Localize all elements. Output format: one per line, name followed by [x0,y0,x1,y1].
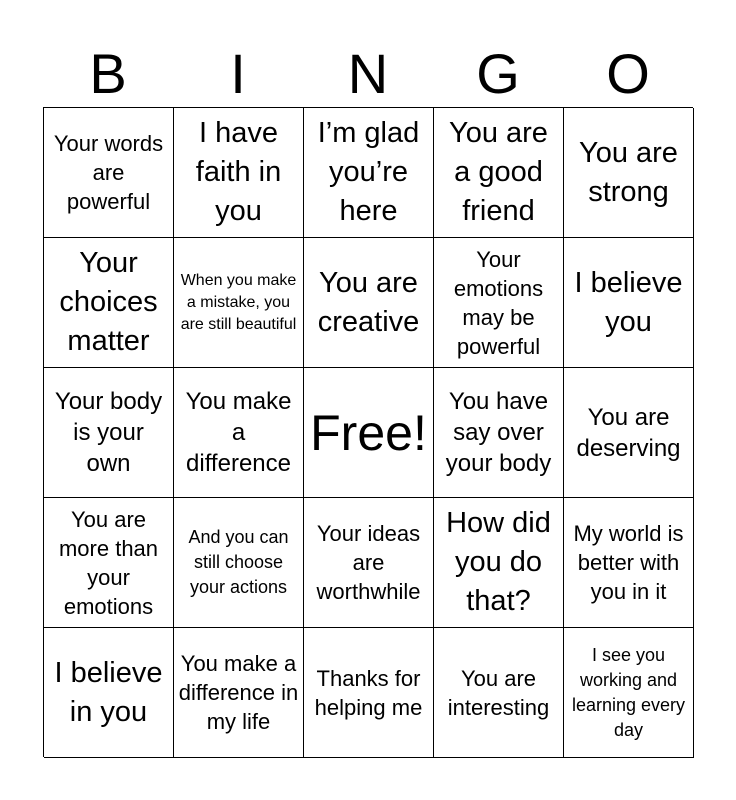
bingo-cell[interactable] [434,628,564,758]
cell-text: You are a good friend [449,117,548,227]
bingo-cell[interactable] [304,628,434,758]
title-letter-n: N [347,42,389,105]
cell-text: My world is better with you in it [573,521,684,604]
title-letter-g: G [476,42,520,105]
bingo-cell[interactable] [44,108,174,238]
bingo-cell[interactable] [174,108,304,238]
bingo-cell[interactable] [564,628,694,758]
cell-text: You are creative [317,266,420,338]
bingo-cell[interactable] [434,368,564,498]
bingo-cell[interactable] [44,368,174,498]
cell-text: Thanks for helping me [314,665,423,720]
cell-text: I believe you [574,266,683,338]
cell-text: Your ideas are worthwhile [316,521,421,604]
bingo-cell[interactable] [564,108,694,238]
cell-text: How did you do that? [446,507,551,617]
bingo-cell[interactable] [174,368,304,498]
cell-text: You make a difference in my life [178,651,299,734]
bingo-cell[interactable] [564,368,694,498]
bingo-cell[interactable] [304,108,434,238]
cell-text: You make a difference [185,388,292,477]
title-letter-i: I [230,42,246,105]
cell-text: You are more than your emotions [58,506,159,619]
bingo-cell[interactable] [174,238,304,368]
cell-text: Free! [310,404,427,461]
bingo-cell[interactable] [44,238,174,368]
bingo-title [43,44,693,104]
bingo-cell[interactable] [44,498,174,628]
cell-text: Your emotions may be powerful [453,246,544,359]
title-letter-b: B [89,42,127,105]
cell-text: You are deserving [576,403,681,462]
bingo-cell[interactable] [434,108,564,238]
bingo-grid [43,107,693,757]
cell-text: I have faith in you [195,117,282,227]
cell-text: When you make a mistake, you are still beautiful [180,271,297,333]
title-letter-o: O [606,42,650,105]
bingo-cell[interactable] [434,498,564,628]
cell-text: You have say over your body [445,388,552,477]
bingo-cell[interactable] [174,628,304,758]
cell-text: You are interesting [447,665,550,720]
bingo-cell[interactable] [304,238,434,368]
cell-text: And you can still choose your actions [188,527,289,597]
free-cell[interactable] [304,368,434,498]
cell-text: I’m glad you’re here [317,117,420,227]
bingo-cell[interactable] [304,498,434,628]
bingo-cell[interactable] [174,498,304,628]
cell-text: Your words are powerful [53,131,164,214]
bingo-cell[interactable] [434,238,564,368]
cell-text: I see you working and learning every day [571,644,686,740]
cell-text: I believe in you [54,656,163,728]
bingo-cell[interactable] [564,498,694,628]
cell-text: Your choices matter [59,247,158,357]
cell-text: You are strong [579,136,678,208]
cell-text: Your body is your own [54,388,163,477]
bingo-cell[interactable] [44,628,174,758]
bingo-cell[interactable] [564,238,694,368]
